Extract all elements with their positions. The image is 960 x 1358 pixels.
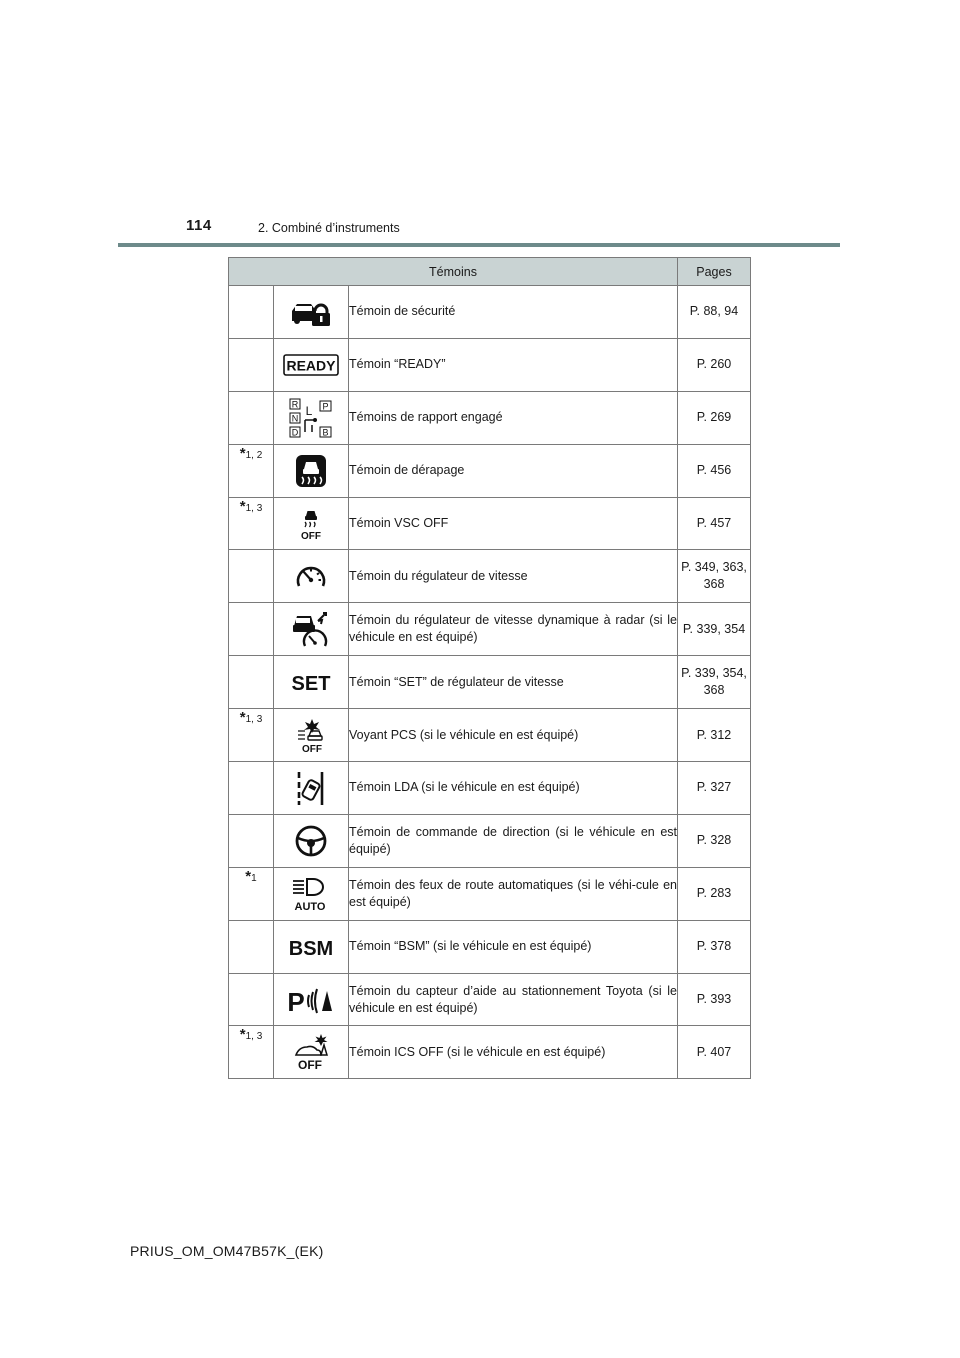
page-ref-cell: P. 457 <box>678 497 751 550</box>
description-cell: Témoin des feux de route automatiques (si le véhi-cule en est équipé) <box>349 867 678 920</box>
description-cell: Témoin “SET” de régulateur de vitesse <box>349 656 678 709</box>
lda-indicator-icon <box>295 770 327 806</box>
icon-cell <box>274 497 349 550</box>
asterisk: * <box>239 497 246 515</box>
table-row <box>229 603 751 656</box>
description-cell: Témoin “READY” <box>349 338 678 391</box>
note-cell <box>229 656 274 709</box>
bsm-indicator-icon <box>287 935 335 959</box>
page-ref-cell: P. 269 <box>678 391 751 444</box>
radar-cruise-indicator-icon <box>291 610 331 648</box>
table-row <box>229 497 751 550</box>
page-ref-cell: P. 339, 354 <box>678 603 751 656</box>
note-cell <box>229 444 274 497</box>
note-numbers: 1, 2 <box>245 449 263 461</box>
note-numbers: 1, 3 <box>245 714 263 726</box>
description-cell: Voyant PCS (si le véhicule en est équipé) <box>349 709 678 762</box>
icon-cell <box>274 762 349 815</box>
shift-n-text: N <box>291 413 299 424</box>
note-cell <box>229 973 274 1026</box>
cruise-control-indicator-icon <box>294 562 328 590</box>
note-cell <box>229 762 274 815</box>
table-row <box>229 656 751 709</box>
page-ref-cell: P. 393 <box>678 973 751 1026</box>
description-cell: Témoin VSC OFF <box>349 497 678 550</box>
pcs-off-indicator-icon <box>295 717 327 753</box>
bsm-icon-text: BSM <box>288 937 334 959</box>
shift-l-text: L <box>305 403 313 418</box>
auto-icon-text: AUTO <box>294 900 326 912</box>
document-code: PRIUS_OM_OM47B57K_(EK) <box>130 1243 324 1259</box>
parking-sensor-indicator-icon <box>287 985 335 1015</box>
page-ref-cell: P. 283 <box>678 867 751 920</box>
table-row <box>229 391 751 444</box>
indicators-table <box>228 257 751 1079</box>
ics-off-text: OFF <box>298 1058 322 1072</box>
section-title: 2. Combiné d’instruments <box>258 221 400 235</box>
ready-icon-text: READY <box>286 357 336 374</box>
icon-cell <box>274 603 349 656</box>
description-cell: Témoin de sécurité <box>349 286 678 339</box>
icon-cell <box>274 550 349 603</box>
description-cell: Témoin LDA (si le véhicule en est équipé) <box>349 762 678 815</box>
table-row <box>229 762 751 815</box>
note-cell <box>229 497 274 550</box>
auto-high-beam-indicator-icon <box>291 876 331 912</box>
shift-p-text: P <box>322 401 329 412</box>
note-cell <box>229 338 274 391</box>
icon-cell <box>274 286 349 339</box>
ready-indicator-icon <box>283 354 339 376</box>
description-cell: Témoin “BSM” (si le véhicule en est équipé) <box>349 920 678 973</box>
set-icon-text: SET <box>291 673 331 695</box>
parking-p-text: P <box>287 986 305 1015</box>
icon-cell <box>274 920 349 973</box>
note-cell <box>229 603 274 656</box>
table-row <box>229 338 751 391</box>
header-rule <box>118 243 840 247</box>
column-header-indicators: Témoins <box>229 258 678 286</box>
description-cell: Témoins de rapport engagé <box>349 391 678 444</box>
pcs-off-text: OFF <box>302 744 322 754</box>
page-ref-cell: P. 260 <box>678 338 751 391</box>
icon-cell <box>274 1026 349 1079</box>
asterisk: * <box>239 444 246 462</box>
page-ref-cell: P. 349, 363, 368 <box>678 550 751 603</box>
table-row <box>229 867 751 920</box>
page-ref-cell: P. 456 <box>678 444 751 497</box>
description-cell: Témoin du capteur d’aide au stationnement Toyota (si le véhicule en est équipé) <box>349 973 678 1026</box>
page-ref-cell: P. 312 <box>678 709 751 762</box>
vsc-off-text: OFF <box>301 530 321 541</box>
table-row <box>229 709 751 762</box>
note-cell <box>229 286 274 339</box>
ics-off-indicator-icon <box>291 1033 331 1071</box>
icon-cell <box>274 391 349 444</box>
set-indicator-icon <box>289 670 333 694</box>
table-row <box>229 444 751 497</box>
page-ref-cell: P. 407 <box>678 1026 751 1079</box>
note-numbers: 1 <box>251 872 257 884</box>
note-cell <box>229 867 274 920</box>
steering-control-indicator-icon <box>294 824 328 858</box>
icon-cell <box>274 867 349 920</box>
page-number: 114 <box>186 217 212 234</box>
shift-b-text: B <box>322 427 329 438</box>
page-ref-cell: P. 339, 354, 368 <box>678 656 751 709</box>
table-row <box>229 550 751 603</box>
icon-cell <box>274 338 349 391</box>
note-cell <box>229 391 274 444</box>
shift-r-text: R <box>291 399 299 410</box>
note-cell <box>229 550 274 603</box>
description-cell: Témoin de dérapage <box>349 444 678 497</box>
page-ref-cell: P. 88, 94 <box>678 286 751 339</box>
table-row <box>229 814 751 867</box>
column-header-pages: Pages <box>678 258 751 286</box>
description-cell: Témoin du régulateur de vitesse dynamique à radar (si le véhicule en est équipé) <box>349 603 678 656</box>
note-cell <box>229 920 274 973</box>
description-cell: Témoin ICS OFF (si le véhicule en est équipé) <box>349 1026 678 1079</box>
note-cell <box>229 814 274 867</box>
table-row <box>229 973 751 1026</box>
slip-indicator-icon <box>295 454 327 488</box>
note-numbers: 1, 3 <box>245 1031 263 1043</box>
shift-position-indicator-icon <box>289 398 333 438</box>
page-ref-cell: P. 378 <box>678 920 751 973</box>
icon-cell <box>274 709 349 762</box>
description-cell: Témoin de commande de direction (si le véhicule en est équipé) <box>349 814 678 867</box>
table-row <box>229 920 751 973</box>
note-numbers: 1, 3 <box>245 502 263 514</box>
page-ref-cell: P. 328 <box>678 814 751 867</box>
note-cell <box>229 1026 274 1079</box>
icon-cell <box>274 973 349 1026</box>
page-ref-cell: P. 327 <box>678 762 751 815</box>
security-indicator-icon <box>289 297 333 327</box>
asterisk: * <box>239 709 246 727</box>
vsc-off-indicator-icon <box>295 507 327 541</box>
icon-cell <box>274 656 349 709</box>
table-row <box>229 286 751 339</box>
icon-cell <box>274 444 349 497</box>
asterisk: * <box>239 1026 246 1044</box>
icon-cell <box>274 814 349 867</box>
note-cell <box>229 709 274 762</box>
shift-d-text: D <box>291 427 299 438</box>
asterisk: * <box>245 867 252 885</box>
table-row <box>229 1026 751 1079</box>
description-cell: Témoin du régulateur de vitesse <box>349 550 678 603</box>
table-header-row <box>229 258 751 286</box>
